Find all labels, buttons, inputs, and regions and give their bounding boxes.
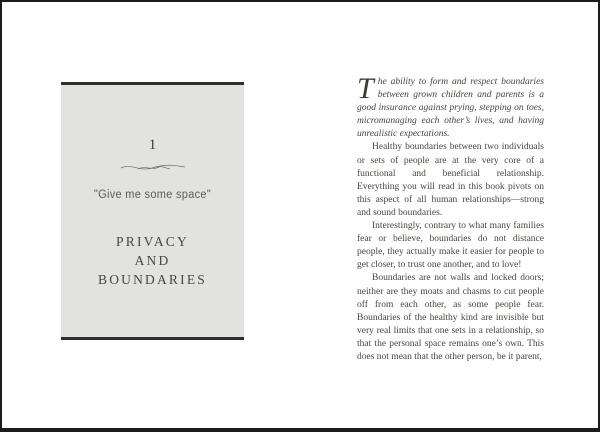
chapter-number: 1 xyxy=(148,137,157,153)
body-text-column xyxy=(357,72,544,364)
chapter-title-line-1: PRIVACY xyxy=(116,234,189,249)
chapter-epigraph: "Give me some space" xyxy=(93,188,212,202)
chapter-title-line-2: AND xyxy=(134,253,171,268)
chapter-title-card xyxy=(61,82,244,340)
dropcap-letter: T xyxy=(357,72,374,105)
body-paragraph: Healthy boundaries between two individuals or sets of people are at the very core of a functional and beneficial relationship. Everything you will read in this book pivots on this aspect of all human relationships—strong and sound boundaries. xyxy=(357,142,544,218)
intro-paragraph-text: he ability to form and respect boundaries between grown children and parents is a good insurance against prying, stepping on toes, micromanaging each other’s lives, and having unrealistic expectations. xyxy=(357,77,544,140)
body-paragraph: Boundaries are not walls and locked doors; neither are they moats and chasms to cut people off from each other, as some people fear. Boundaries of the healthy kind are invisible but very real limits that one sets in a relationship, so that the personal space remains one’s own. This does not mean that the other person, be it parent, xyxy=(357,273,544,362)
body-paragraph: Interestingly, contrary to what many families fear or believe, boundaries do not distance people, they actually make it easier for people to get closer, to trust one another, and to love! xyxy=(357,221,544,271)
chapter-title xyxy=(61,232,244,289)
intro-paragraph xyxy=(357,72,544,141)
flourish-ornament-icon xyxy=(120,161,186,173)
chapter-title-line-3: BOUNDARIES xyxy=(97,272,207,287)
